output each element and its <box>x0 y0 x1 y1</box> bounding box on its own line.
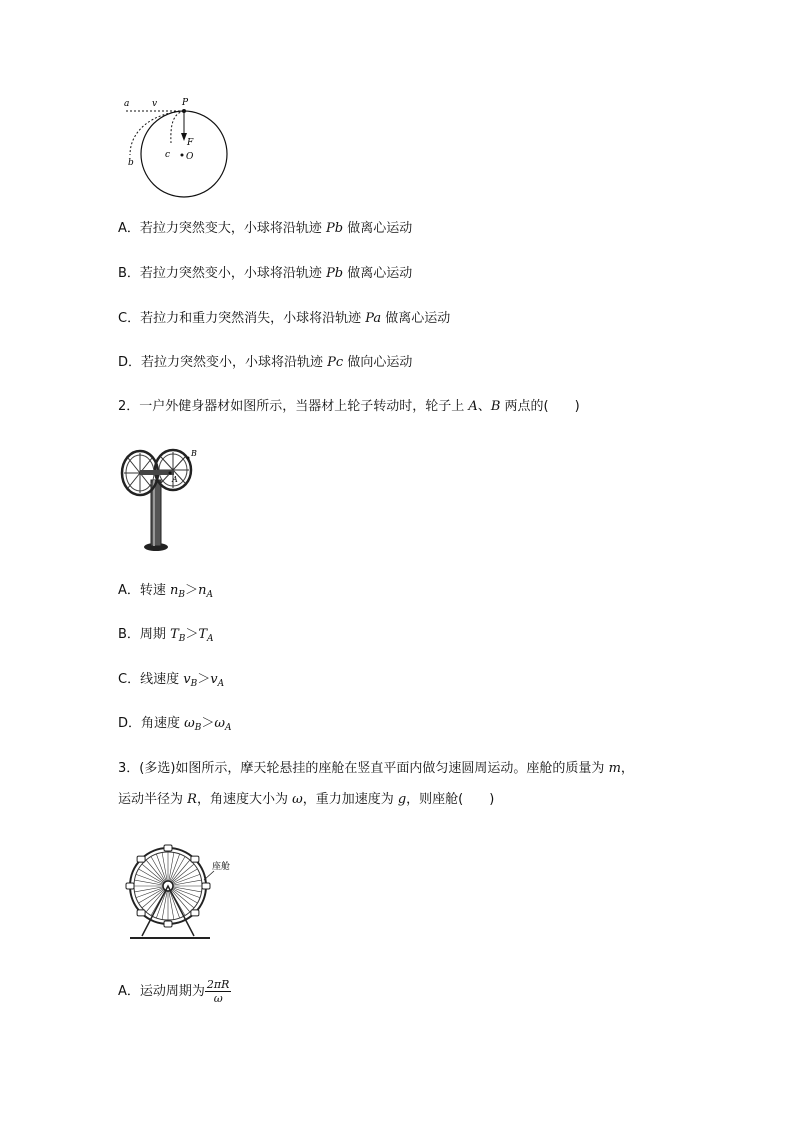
center-point <box>181 154 184 157</box>
q3-option-a: A．运动周期为 $\frac{2\pi R}{\omega}$ <box>118 978 230 1005</box>
q1-option-a: A．若拉力突然变大，小球将沿轨迹 Pb 做离心运动 <box>118 221 413 236</box>
q2-stem: 2．一户外健身器材如图所示，当器材上轮子转动时，轮子上 A、B 两点的( ) <box>118 399 580 414</box>
pole-highlight <box>153 480 155 546</box>
circular-motion-figure <box>118 95 238 205</box>
cabin <box>164 845 172 851</box>
label-A: A <box>172 475 178 484</box>
label-F: F <box>187 138 194 148</box>
period-fraction: $\frac{2\pi R}{\omega}$ <box>206 978 230 1005</box>
cabin <box>191 910 199 916</box>
cabin <box>164 921 172 927</box>
q2-option-d: D．角速度 $\omega_B>\omega_A$ <box>118 716 232 733</box>
q3-stem-line1: 3．(多选)如图所示，摩天轮悬挂的座舱在竖直平面内做匀速圆周运动。座舱的质量为 m， <box>118 761 634 776</box>
point-B <box>187 457 190 460</box>
trajectory-b <box>130 111 184 155</box>
q3-stem-line2: 运动半径为 R，角速度大小为 ω，重力加速度为 g，则座舱( ) <box>118 792 495 807</box>
q1-option-b: B．若拉力突然变小，小球将沿轨迹 Pb 做离心运动 <box>118 266 413 281</box>
cabin <box>191 856 199 862</box>
trajectory-c <box>171 111 184 143</box>
label-P: P <box>182 98 189 108</box>
q1-option-d: D．若拉力突然变小，小球将沿轨迹 Pc 做向心运动 <box>118 355 413 370</box>
label-B: B <box>191 449 197 458</box>
ball <box>182 109 186 113</box>
cabin <box>137 910 145 916</box>
label-b: b <box>128 158 134 168</box>
cabin <box>126 883 134 889</box>
q2-option-a: A．转速 $n_B>n_A$ <box>118 583 213 600</box>
cabin-label: 座舱 <box>212 862 231 872</box>
label-v: v <box>152 99 158 109</box>
q1-option-c: C．若拉力和重力突然消失，小球将沿轨迹 Pa 做离心运动 <box>118 311 451 326</box>
label-O: O <box>186 152 194 162</box>
q2-option-c: C．线速度 $v_B>v_A$ <box>118 672 225 689</box>
ferris-wheel-figure <box>118 840 243 945</box>
cabin <box>202 883 210 889</box>
cabin <box>137 856 145 862</box>
label-a: a <box>124 99 130 109</box>
q2-option-b: B．周期 $T_B>T_A$ <box>118 627 214 644</box>
label-c: c <box>165 150 171 160</box>
fitness-wheel-figure <box>118 440 208 555</box>
